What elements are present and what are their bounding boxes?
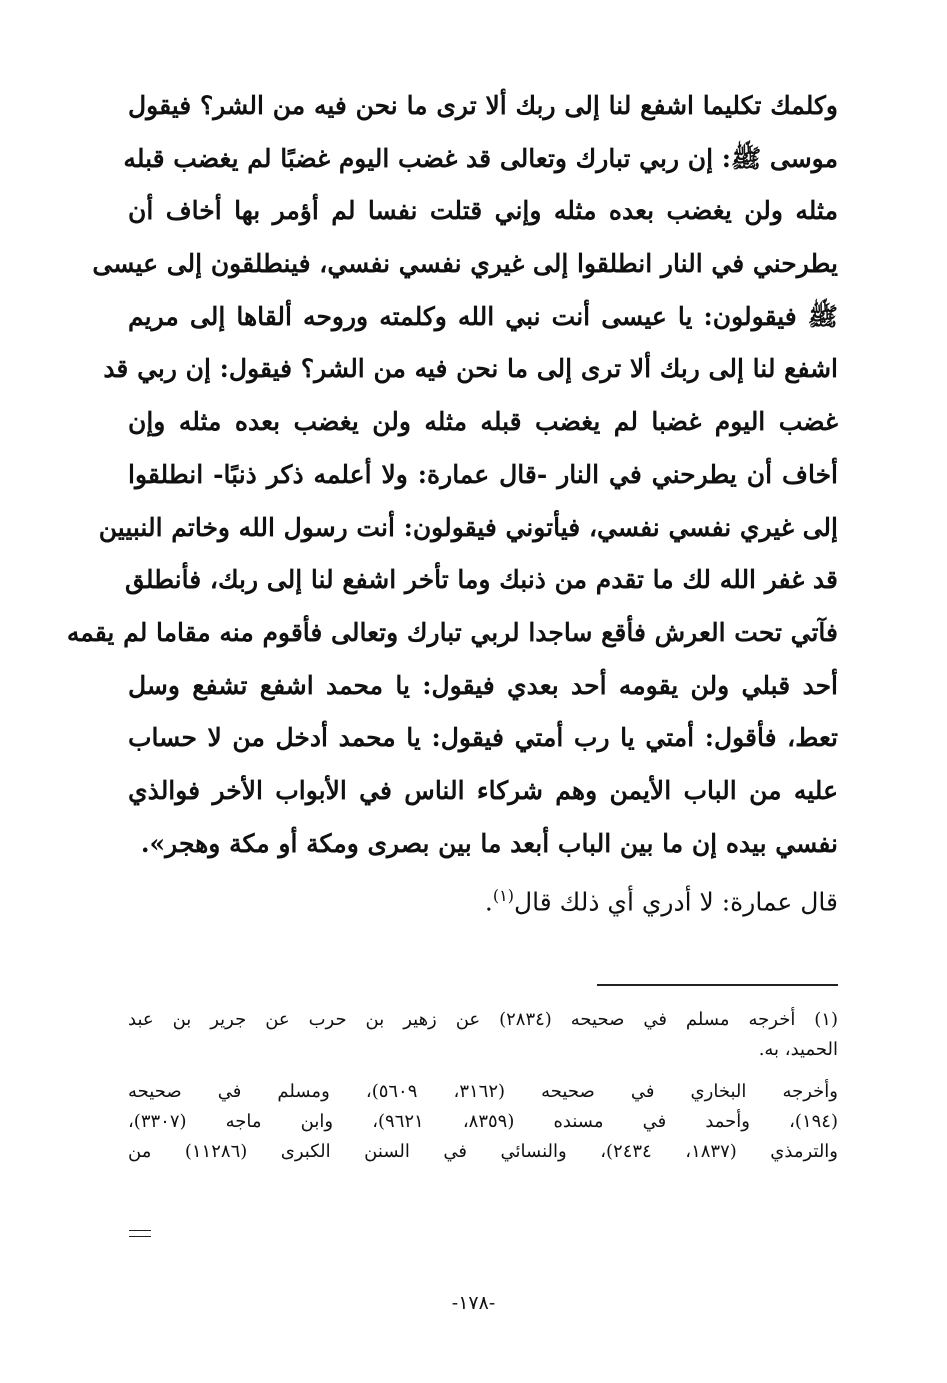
text-line: نفسي بيده إن ما بين الباب أبعد ما بين بصرى ومكة أو مكة وهجر». <box>140 828 838 858</box>
closing-line <box>128 870 838 923</box>
text-line: اشفع لنا إلى ربك ألا ترى إلى ما نحن فيه من الشر؟ فيقول: إن ربي قد <box>103 354 838 384</box>
footnote-continuation-mark <box>129 1230 151 1237</box>
text-line: أخاف أن يطرحني في النار -قال عمارة: ولا أعلمه ذكر ذنبًا- انطلقوا <box>128 459 838 489</box>
text-line: تعط، فأقول: أمتي يا رب أمتي فيقول: يا محمد أدخل من لا حساب <box>128 723 838 753</box>
text-line: قد غفر الله لك ما تقدم من ذنبك وما تأخر اشفع لنا إلى ربك، فأنطلق <box>125 565 838 595</box>
footnote-line: الحميد، به. <box>758 1039 838 1060</box>
text-line: يطرحني في النار انطلقوا إلى غيري نفسي نفسي، فينطلقون إلى عيسى <box>92 249 838 279</box>
page-number: -١٧٨- <box>451 1292 496 1314</box>
text-line: عليه من الباب الأيمن وهم شركاء الناس في الأبواب الأخر فوالذي <box>128 775 838 805</box>
text-line: مثله ولن يغضب بعده مثله وإني قتلت نفسا لم أؤمر بها أخاف أن <box>128 196 838 226</box>
footnotes-block <box>128 1005 838 1167</box>
text-line: وكلمك تكليما اشفع لنا إلى ربك ألا ترى ما نحن فيه من الشر؟ فيقول <box>128 91 838 120</box>
text-line: أحد قبلي ولن يقومه أحد بعدي فيقول: يا محمد اشفع تشفع وسل <box>128 670 838 700</box>
closing-period: . <box>484 887 493 917</box>
footnote-line: (١٩٤)، وأحمد في مسنده (٨٣٥٩، ٩٦٢١)، وابن ماجه (٣٣٠٧)، <box>128 1111 839 1132</box>
footnote-gap <box>128 1065 838 1077</box>
main-text-block <box>66 80 838 923</box>
footnote-line: (١) أخرجه مسلم في صحيحه (٢٨٣٤) عن زهير بن حرب عن جرير بن عبد <box>128 1009 838 1030</box>
footnote-line: وأخرجه البخاري في صحيحه (٣١٦٢، ٥٦٠٩)، ومسلم في صحيحه <box>128 1081 838 1102</box>
text-line: فآتي تحت العرش فأقع ساجدا لربي تبارك وتعالى فأقوم منه مقاما لم يقمه <box>66 617 838 647</box>
text-line: غضب اليوم غضبا لم يغضب قبله مثله ولن يغضب بعده مثله وإن <box>128 407 838 437</box>
footnote-separator <box>597 984 838 986</box>
footnote-line: والترمذي (١٨٣٧، ٢٤٣٤)، والنسائي في السنن الكبرى (١١٢٨٦) من <box>128 1141 839 1162</box>
footnote-marker[interactable]: (١) <box>492 886 514 906</box>
closing-line-text: قال عمارة: لا أدري أي ذلك قال <box>513 887 838 917</box>
text-line: إلى غيري نفسي نفسي، فيأتوني فيقولون: أنت رسول الله وخاتم النبيين <box>98 512 838 542</box>
text-line: ﷺ فيقولون: يا عيسى أنت نبي الله وكلمته وروحه ألقاها إلى مريم <box>128 301 838 331</box>
text-line: موسى ﷺ: إن ربي تبارك وتعالى قد غضب اليوم غضبًا لم يغضب قبله <box>123 143 838 173</box>
